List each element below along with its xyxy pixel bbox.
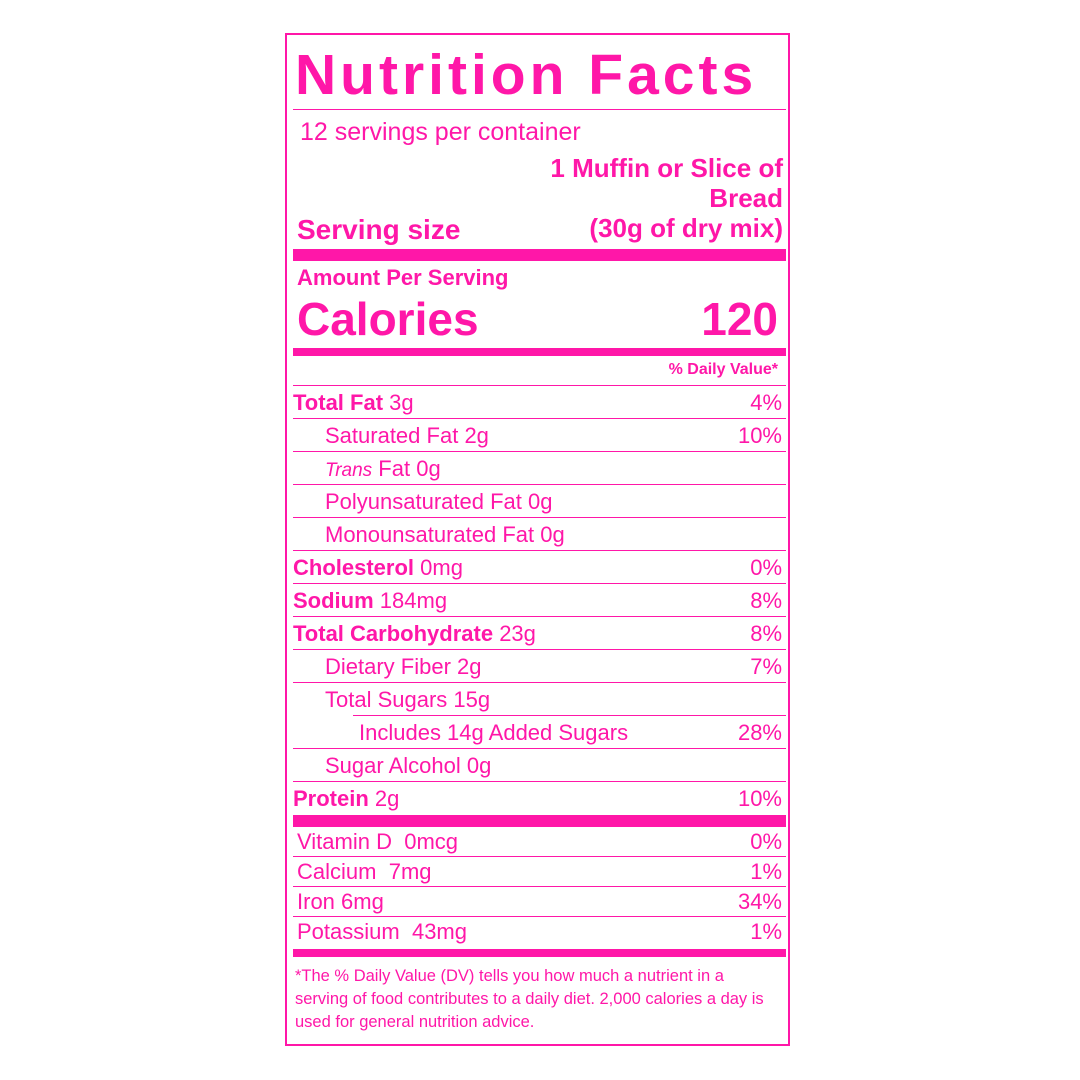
nutrient-percent: 0% <box>750 555 782 580</box>
label-title: Nutrition Facts <box>295 43 758 107</box>
vitamin-row-calcium <box>293 857 786 887</box>
nutrient-amount: 2g <box>457 654 482 679</box>
nutrient-amount: 2g <box>464 423 489 448</box>
nutrient-row-trans-fat <box>293 452 786 485</box>
nutrient-row-cholesterol <box>293 551 786 584</box>
calories-label: Calories <box>297 293 479 345</box>
serving-size-line3: (30g of dry mix) <box>589 213 783 243</box>
nutrient-name: Total Sugars <box>325 687 448 712</box>
vitamin-amount: 43mg <box>411 919 467 944</box>
nutrient-row-sugar-alcohol <box>293 749 786 782</box>
medium-divider <box>293 348 786 356</box>
vitamin-percent: 0% <box>750 829 782 854</box>
nutrient-name: Dietary Fiber <box>325 654 451 679</box>
nutrient-row-total-sugars <box>293 683 786 716</box>
nutrient-name: Cholesterol <box>293 555 415 580</box>
nutrient-row-total-carbohydrate <box>293 617 786 650</box>
nutrient-name: Monounsaturated Fat <box>325 522 535 547</box>
vitamin-amount: 6mg <box>341 889 384 914</box>
nutrient-amount: 2g <box>374 786 400 811</box>
serving-size-line1: 1 Muffin or Slice of <box>550 153 783 183</box>
vitamin-name: Calcium <box>297 859 377 884</box>
nutrient-name: Fat <box>378 456 411 481</box>
nutrient-row-added-sugars <box>293 716 786 749</box>
nutrient-amount: 23g <box>499 621 536 646</box>
nutrient-name: Includes 14g Added Sugars <box>359 720 629 745</box>
nutrient-amount: 184mg <box>379 588 448 613</box>
thick-divider <box>293 815 786 827</box>
divider <box>293 109 786 110</box>
thick-divider <box>293 249 786 261</box>
nutrient-row-saturated-fat <box>293 419 786 452</box>
nutrient-row-total-fat <box>293 386 786 419</box>
vitamin-amount: 0mcg <box>404 829 458 854</box>
nutrient-name: Total Fat <box>293 390 384 415</box>
vitamin-percent: 34% <box>737 889 782 914</box>
nutrient-name: Protein <box>293 786 369 811</box>
vitamin-row-iron <box>293 887 786 917</box>
nutrient-amount: 0mg <box>420 555 463 580</box>
amount-per-serving: Amount Per Serving <box>297 265 509 290</box>
daily-value-footnote: *The % Daily Value (DV) tells you how much a nutrient in a serving of food contributes to a daily diet. 2,000 calories a day is used for general nutrition advice. <box>295 967 764 1031</box>
serving-size-label: Serving size <box>297 214 461 245</box>
vitamin-name: Iron <box>297 889 335 914</box>
vitamin-name: Potassium <box>297 919 400 944</box>
nutrient-percent: 10% <box>737 786 782 811</box>
nutrient-name: Sugar Alcohol <box>325 753 461 778</box>
nutrition-facts-label <box>285 33 790 1046</box>
nutrient-name-italic: Trans <box>325 460 373 481</box>
servings-per-container: 12 servings per container <box>300 118 581 146</box>
medium-divider <box>293 949 786 957</box>
vitamin-amount: 7mg <box>388 859 432 884</box>
nutrient-row-protein <box>293 782 786 815</box>
nutrient-amount: 0g <box>528 489 553 514</box>
nutrient-percent: 7% <box>750 654 782 679</box>
nutrient-percent: 28% <box>737 720 782 745</box>
nutrient-percent: 8% <box>750 588 782 613</box>
daily-value-header: % Daily Value* <box>668 361 778 378</box>
vitamin-row-vitamin-d <box>293 827 786 857</box>
nutrient-row-polyunsaturated-fat <box>293 485 786 518</box>
nutrient-name: Sodium <box>293 588 374 613</box>
nutrient-row-sodium <box>293 584 786 617</box>
nutrient-amount: 0g <box>540 522 565 547</box>
nutrient-percent: 8% <box>750 621 782 646</box>
vitamin-row-potassium <box>293 917 786 947</box>
nutrient-name: Polyunsaturated Fat <box>325 489 522 514</box>
nutrient-amount: 0g <box>416 456 441 481</box>
nutrient-amount: 0g <box>466 753 492 778</box>
vitamin-percent: 1% <box>750 919 782 944</box>
nutrient-amount: 3g <box>389 390 414 415</box>
serving-size-line2: Bread <box>709 183 783 213</box>
calories-value: 120 <box>701 293 778 345</box>
nutrient-percent: 10% <box>737 423 782 448</box>
nutrient-name: Saturated Fat <box>325 423 459 448</box>
nutrient-name: Total Carbohydrate <box>293 621 494 646</box>
nutrient-row-dietary-fiber <box>293 650 786 683</box>
vitamin-name: Vitamin D <box>297 829 392 854</box>
serving-size-value <box>550 153 783 243</box>
nutrient-percent: 4% <box>750 390 782 415</box>
vitamin-percent: 1% <box>750 859 782 884</box>
nutrient-row-monounsaturated-fat <box>293 518 786 551</box>
nutrient-amount: 15g <box>453 687 491 712</box>
